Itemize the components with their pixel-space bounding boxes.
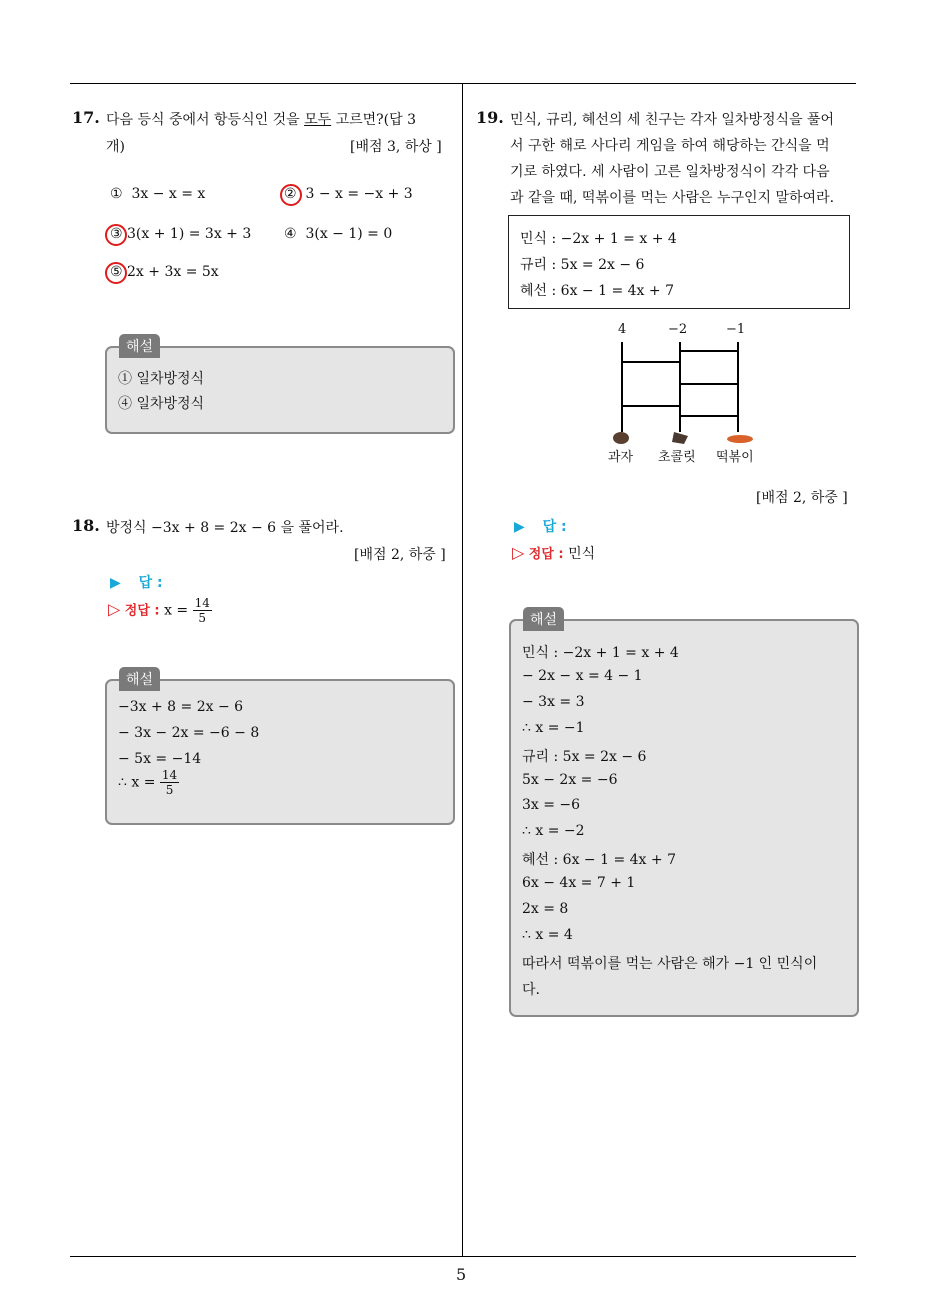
question-18-answer-label: 답 : — [138, 575, 163, 591]
option-1-mark: ① — [110, 186, 123, 202]
question-17-text-a: 다음 등식 중에서 항등식인 것을 — [106, 112, 305, 128]
option-3[interactable] — [110, 226, 251, 242]
question-19-answer-label: 답 : — [542, 519, 567, 535]
question-17-text-line2: 개) — [106, 139, 125, 155]
question-17-text — [106, 109, 416, 129]
question-19-exp-line: − 3x = 3 — [522, 693, 585, 710]
question-19-text-line-2: 서 구한 해로 사다리 게임을 하여 해당하는 간식을 먹 — [510, 138, 830, 154]
given-equation-3: 혜선 : 6x − 1 = 4x + 7 — [520, 283, 674, 299]
question-19-meta: [배점 2, 하중 ] — [756, 490, 848, 506]
question-19-text-line-4: 과 같을 때, 떡볶이를 먹는 사람은 누구인지 말하여라. — [510, 190, 835, 206]
question-18-correct-row — [108, 596, 212, 625]
question-19-exp-line: 다. — [522, 981, 540, 998]
fraction-numerator: 14 — [194, 596, 210, 610]
cookie-icon — [613, 432, 629, 444]
question-18-correct-label: 정답 : — [124, 603, 160, 619]
question-17-explanation-tag: 해설 — [119, 334, 160, 358]
option-2-mark: ② — [284, 186, 297, 202]
fraction-denominator: 5 — [198, 611, 207, 625]
question-17-text-b: 고르면?(답 3 — [331, 112, 416, 128]
selected-circle-2 — [280, 184, 302, 206]
answer-arrow-icon: ▶ — [514, 519, 525, 535]
question-18-number: 18. — [72, 516, 100, 535]
question-18-explanation-tag: 해설 — [119, 667, 160, 691]
option-5-expr: 2x + 3x = 5x — [127, 264, 219, 280]
question-19-number: 19. — [476, 108, 504, 127]
question-17-underlined: 모두 — [304, 112, 332, 128]
question-18-meta: [배점 2, 하중 ] — [354, 547, 446, 563]
question-19-exp-line: − 2x − x = 4 − 1 — [522, 667, 643, 684]
option-1-expr: 3x − x = x — [131, 186, 206, 202]
question-17-meta: [배점 3, 하상 ] — [350, 139, 442, 155]
option-2-expr: 3 − x = −x + 3 — [305, 186, 413, 202]
selected-circle-5 — [105, 262, 127, 284]
question-19-exp-line: ∴ x = 4 — [522, 926, 573, 943]
question-19-text-line-3: 기로 하였다. 세 사람이 고른 일차방정식이 각각 다음 — [510, 164, 830, 180]
question-18-text-b: 을 풀어라. — [276, 520, 344, 536]
answer-arrow-icon: ▶ — [110, 575, 121, 591]
ladder-bottom-label-2: 초콜릿 — [658, 450, 696, 465]
question-19-exp-line: 5x − 2x = −6 — [522, 771, 618, 788]
ladder-top-label-3: −1 — [726, 322, 746, 337]
question-17-exp-line-1: ① 일차방정식 — [118, 371, 205, 387]
question-19-exp-line: 민식 : −2x + 1 = x + 4 — [522, 645, 679, 661]
fraction-denominator: 5 — [165, 783, 174, 797]
question-19-explanation-tag: 해설 — [523, 607, 564, 631]
column-divider — [462, 83, 463, 1257]
given-equation-1: 민식 : −2x + 1 = x + 4 — [520, 231, 677, 247]
question-19-exp-line: 3x = −6 — [522, 797, 581, 814]
ladder-diagram — [600, 338, 760, 438]
snack-icons — [600, 428, 760, 448]
question-17-explanation-box — [105, 346, 455, 434]
question-18-exp-final — [118, 768, 179, 797]
top-rule — [70, 83, 856, 84]
question-19-correct-label: 정답 : — [528, 547, 564, 562]
question-19-exp-line: 규리 : 5x = 2x − 6 — [522, 748, 647, 765]
bottom-rule — [70, 1256, 856, 1257]
question-19-correct-value: 민식 — [568, 546, 596, 562]
question-19-answer-row — [514, 516, 567, 536]
question-18-correct-prefix: x = — [164, 602, 189, 619]
question-18-text — [106, 517, 344, 537]
question-19-exp-line: 혜선 : 6x − 1 = 4x + 7 — [522, 852, 676, 869]
ladder-top-label-1: 4 — [618, 322, 627, 337]
question-19-exp-line: ∴ x = −2 — [522, 823, 585, 840]
given-equation-2: 규리 : 5x = 2x − 6 — [520, 257, 645, 273]
question-19-exp-line: 6x − 4x = 7 + 1 — [522, 875, 636, 892]
ladder-bottom-label-1: 과자 — [608, 450, 634, 465]
option-4-mark: ④ — [284, 226, 297, 242]
question-19-exp-line: 따라서 떡볶이를 먹는 사람은 해가 −1 인 민식이 — [522, 955, 818, 972]
question-17-exp-line-2: ④ 일차방정식 — [118, 396, 205, 412]
question-19-text-line-1: 민식, 규리, 혜선의 세 친구는 각자 일차방정식을 풀어 — [510, 112, 835, 128]
question-18-exp-line-3: − 5x = −14 — [118, 751, 202, 767]
question-17-number: 17. — [72, 108, 100, 127]
tteokbokki-icon — [727, 435, 753, 443]
option-3-mark: ③ — [110, 226, 123, 242]
question-18-text-a: 방정식 — [106, 520, 152, 536]
option-1[interactable] — [110, 186, 205, 202]
fraction-numerator: 14 — [161, 768, 178, 782]
option-4[interactable] — [284, 226, 392, 242]
ladder-bottom-label-3: 떡볶이 — [716, 450, 754, 465]
question-18-correct-fraction — [193, 596, 212, 625]
correct-triangle-icon: ▷ — [512, 543, 525, 562]
selected-circle-3 — [105, 224, 127, 246]
question-18-exp-fraction — [160, 768, 179, 797]
question-18-equation: −3x + 8 = 2x − 6 — [151, 520, 277, 536]
option-4-expr: 3(x − 1) = 0 — [305, 226, 393, 242]
chocolate-icon — [672, 432, 688, 444]
option-2[interactable] — [284, 186, 413, 202]
option-3-expr: 3(x + 1) = 3x + 3 — [127, 226, 252, 242]
question-18-exp-final-prefix: ∴ x = — [118, 774, 156, 791]
question-18-exp-line-1: −3x + 8 = 2x − 6 — [118, 699, 244, 715]
page-number: 5 — [456, 1265, 467, 1284]
question-18-exp-line-2: − 3x − 2x = −6 − 8 — [118, 725, 260, 741]
question-19-correct-row — [512, 543, 595, 563]
ladder-top-label-2: −2 — [668, 322, 688, 337]
question-19-exp-line: ∴ x = −1 — [522, 719, 585, 736]
question-19-exp-line: 2x = 8 — [522, 901, 569, 917]
question-18-answer-row — [110, 572, 163, 592]
option-5-mark: ⑤ — [110, 264, 123, 280]
correct-triangle-icon: ▷ — [108, 599, 121, 619]
